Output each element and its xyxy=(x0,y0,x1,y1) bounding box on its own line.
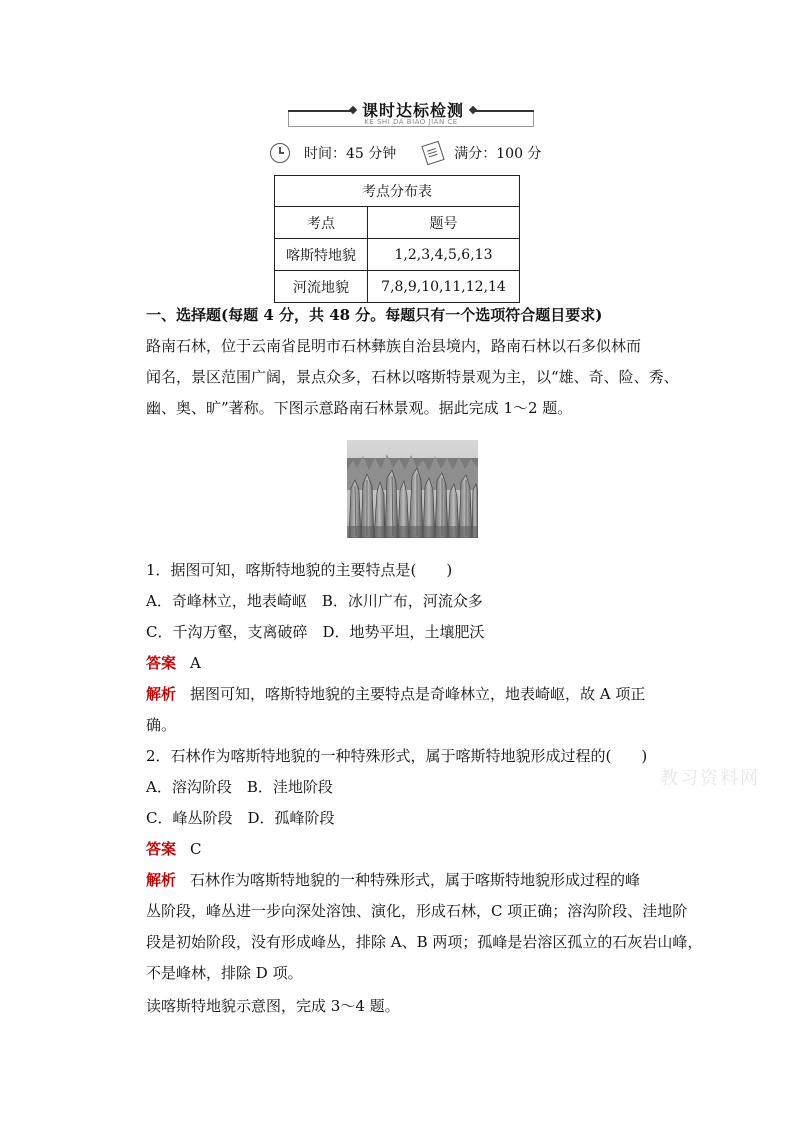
analysis-text: 石林作为喀斯特地貌的一种特殊形式，属于喀斯特地貌形成过程的峰 xyxy=(190,871,641,889)
answer-label: 答案 xyxy=(146,840,177,858)
answer-value: C xyxy=(190,840,202,858)
banner-title: 课时达标检测 xyxy=(361,101,464,120)
analysis-text: 段是初始阶段，没有形成峰丛，排除 A、B 两项；孤峰是岩溶区孤立的石灰岩山峰， xyxy=(146,933,703,951)
question-stem: 1．据图可知，喀斯特地貌的主要特点是( ) xyxy=(146,561,453,579)
section-banner xyxy=(288,96,534,130)
banner-rule-left xyxy=(288,110,354,112)
question-options: C．千沟万壑，支离破碎 D．地势平坦，土壤肥沃 xyxy=(146,623,485,641)
score-label: 满分：100 分 xyxy=(454,146,542,162)
section-heading: 一、选择题(每题 4 分，共 48 分。每题只有一个选项符合题目要求) xyxy=(146,306,603,324)
distribution-table xyxy=(274,175,520,303)
banner-subtitle: KE SHI DA BIAO JIAN CE xyxy=(364,118,458,126)
question-options: C．峰丛阶段 D．孤峰阶段 xyxy=(146,809,335,827)
analysis-text: 丛阶段，峰丛进一步向深处溶蚀、演化，形成石林，C 项正确；溶沟阶段、洼地阶 xyxy=(146,902,688,920)
passage-line: 闻名，景区范围广阔，景点众多，石林以喀斯特景观为主，以“雄、奇、险、秀、 xyxy=(146,368,679,386)
passage-line: 幽、奥、旷”著称。下图示意路南石林景观。据此完成 1～2 题。 xyxy=(146,399,573,417)
watermark: 教习资料网 xyxy=(660,768,760,789)
question-options: A．奇峰林立，地表崎岖 B．冰川广布，河流众多 xyxy=(146,592,483,610)
table-header-topic: 考点 xyxy=(275,207,368,239)
table-header-questions: 题号 xyxy=(368,207,520,239)
table-row xyxy=(275,271,520,303)
time-label: 时间：45 分钟 xyxy=(304,146,397,162)
table-cell-topic: 喀斯特地貌 xyxy=(275,239,368,271)
answer-label: 答案 xyxy=(146,654,177,672)
analysis-label: 解析 xyxy=(146,871,177,889)
passage-line: 路南石林，位于云南省昆明市石林彝族自治县境内，路南石林以石多似林而 xyxy=(146,337,642,355)
table-cell-topic: 河流地貌 xyxy=(275,271,368,303)
table-caption: 考点分布表 xyxy=(275,176,520,207)
question-stem: 2．石林作为喀斯特地貌的一种特殊形式，属于喀斯特地貌形成过程的( ) xyxy=(146,747,648,765)
analysis-label: 解析 xyxy=(146,685,177,703)
answer-value: A xyxy=(190,654,201,672)
analysis-text: 不是峰林，排除 D 项。 xyxy=(146,964,303,982)
analysis-text: 确。 xyxy=(146,716,177,734)
table-cell-questions: 1,2,3,4,5,6,13 xyxy=(368,239,520,271)
clock-icon xyxy=(270,143,290,163)
exam-info xyxy=(270,140,541,166)
answer-line xyxy=(146,653,201,673)
analysis-text: 据图可知，喀斯特地貌的主要特点是奇峰林立，地表崎岖，故 A 项正 xyxy=(190,685,646,703)
question-intro: 读喀斯特地貌示意图，完成 3～4 题。 xyxy=(146,997,400,1015)
analysis-line xyxy=(146,870,640,890)
banner-rule-right xyxy=(472,110,534,112)
question-options: A．溶沟阶段 B．洼地阶段 xyxy=(146,778,333,796)
answer-line xyxy=(146,839,202,859)
stone-forest-photo xyxy=(347,440,478,538)
analysis-line xyxy=(146,684,645,704)
table-cell-questions: 7,8,9,10,11,12,14 xyxy=(368,271,520,303)
table-row xyxy=(275,239,520,271)
paper-icon xyxy=(422,141,445,166)
